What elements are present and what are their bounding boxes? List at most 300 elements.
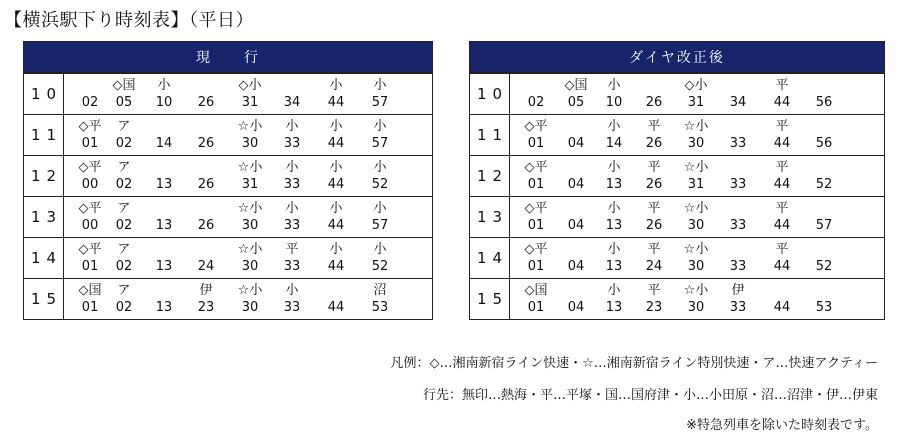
departure-minute: 05 bbox=[567, 95, 585, 110]
departure-minute: 24 bbox=[645, 259, 663, 274]
train-entry bbox=[104, 159, 144, 193]
train-entry bbox=[676, 159, 716, 193]
departure-minute: 01 bbox=[81, 259, 99, 274]
page-title: 【横浜駅下り時刻表】（平日） bbox=[4, 10, 254, 31]
legend-train-types: 凡例：◇…湘南新宿ライン快速・☆…湘南新宿ライン特別快速・ア…快速アクティー bbox=[390, 356, 878, 371]
timetable-row bbox=[24, 73, 432, 114]
hour-label: 10 bbox=[470, 74, 510, 114]
train-mark: 平 bbox=[647, 160, 661, 175]
train-mark: ◇国 bbox=[112, 78, 136, 93]
departure-minute: 13 bbox=[155, 259, 173, 274]
departure-minute: 02 bbox=[115, 177, 133, 192]
train-mark: 小 bbox=[329, 78, 343, 93]
departure-minute: 04 bbox=[567, 177, 585, 192]
train-mark: 小 bbox=[607, 242, 621, 257]
train-entry bbox=[144, 118, 184, 152]
train-mark: 沼 bbox=[373, 283, 387, 298]
train-entry bbox=[516, 159, 556, 193]
train-entry bbox=[762, 282, 802, 316]
departure-minute: 33 bbox=[283, 136, 301, 151]
train-mark: ア bbox=[117, 242, 131, 257]
departure-minute: 02 bbox=[527, 95, 545, 110]
departure-minute: 31 bbox=[241, 95, 259, 110]
train-entry bbox=[230, 241, 270, 275]
departure-minute: 02 bbox=[115, 300, 133, 315]
train-mark: 小 bbox=[607, 78, 621, 93]
train-mark: 平 bbox=[647, 201, 661, 216]
train-mark bbox=[556, 200, 596, 217]
train-entry bbox=[316, 241, 356, 275]
train-mark bbox=[556, 159, 596, 176]
departure-minute: 33 bbox=[729, 218, 747, 233]
train-entry bbox=[272, 200, 312, 234]
departure-minute: 26 bbox=[645, 136, 663, 151]
departure-minute: 44 bbox=[773, 259, 791, 274]
departure-minute: 33 bbox=[283, 177, 301, 192]
train-mark: 小 bbox=[607, 201, 621, 216]
departure-minute: 44 bbox=[773, 177, 791, 192]
train-mark: 伊 bbox=[731, 283, 745, 298]
train-mark bbox=[556, 241, 596, 258]
train-mark bbox=[718, 241, 758, 258]
departure-minute: 02 bbox=[115, 259, 133, 274]
train-entry bbox=[186, 282, 226, 316]
train-mark: 伊 bbox=[199, 283, 213, 298]
train-mark: 平 bbox=[775, 78, 789, 93]
train-entry bbox=[516, 282, 556, 316]
hour-label: 11 bbox=[24, 115, 64, 155]
train-entry bbox=[634, 118, 674, 152]
train-entry bbox=[718, 77, 758, 111]
train-mark: 小 bbox=[329, 160, 343, 175]
train-entry bbox=[804, 77, 844, 111]
departure-minute: 33 bbox=[283, 300, 301, 315]
train-mark bbox=[186, 118, 226, 135]
hour-label: 15 bbox=[470, 279, 510, 319]
train-entry bbox=[676, 118, 716, 152]
departure-minute: 13 bbox=[605, 218, 623, 233]
train-mark: 小 bbox=[607, 160, 621, 175]
train-entry bbox=[230, 118, 270, 152]
train-mark: 平 bbox=[647, 242, 661, 257]
train-entry bbox=[230, 200, 270, 234]
departure-minute: 26 bbox=[197, 177, 215, 192]
train-entry bbox=[634, 241, 674, 275]
train-entry bbox=[360, 200, 400, 234]
timetable-row bbox=[24, 278, 432, 319]
train-entry bbox=[186, 241, 226, 275]
train-entry bbox=[516, 200, 556, 234]
train-mark: ◇平 bbox=[524, 160, 548, 175]
departure-minute: 30 bbox=[687, 259, 705, 274]
departure-minute: 31 bbox=[687, 95, 705, 110]
train-entry bbox=[804, 159, 844, 193]
hour-label: 12 bbox=[24, 156, 64, 196]
train-entry bbox=[272, 241, 312, 275]
train-entry bbox=[272, 77, 312, 111]
train-mark bbox=[718, 77, 758, 94]
train-mark: 小 bbox=[285, 201, 299, 216]
train-entry bbox=[676, 200, 716, 234]
train-mark: 小 bbox=[607, 283, 621, 298]
train-entry bbox=[230, 159, 270, 193]
train-list bbox=[510, 115, 884, 155]
train-mark: 小 bbox=[285, 119, 299, 134]
train-entry bbox=[718, 200, 758, 234]
train-mark: 小 bbox=[285, 160, 299, 175]
departure-minute: 44 bbox=[327, 259, 345, 274]
departure-minute: 33 bbox=[283, 218, 301, 233]
departure-minute: 44 bbox=[327, 95, 345, 110]
departure-minute: 33 bbox=[729, 177, 747, 192]
departure-minute: 02 bbox=[81, 95, 99, 110]
departure-minute: 26 bbox=[645, 95, 663, 110]
train-mark: ☆小 bbox=[683, 242, 709, 257]
train-entry bbox=[634, 282, 674, 316]
train-entry bbox=[144, 200, 184, 234]
train-mark: ◇平 bbox=[78, 242, 102, 257]
timetable-row bbox=[24, 155, 432, 196]
departure-minute: 10 bbox=[605, 95, 623, 110]
train-mark bbox=[186, 241, 226, 258]
train-entry bbox=[144, 159, 184, 193]
train-entry bbox=[556, 200, 596, 234]
train-entry bbox=[144, 77, 184, 111]
departure-minute: 04 bbox=[567, 300, 585, 315]
departure-minute: 44 bbox=[327, 136, 345, 151]
train-entry bbox=[594, 159, 634, 193]
train-mark bbox=[556, 282, 596, 299]
departure-minute: 01 bbox=[527, 218, 545, 233]
train-list bbox=[510, 197, 884, 237]
departure-minute: 44 bbox=[773, 218, 791, 233]
train-mark bbox=[186, 159, 226, 176]
train-entry bbox=[272, 282, 312, 316]
departure-minute: 33 bbox=[729, 136, 747, 151]
train-mark bbox=[316, 282, 356, 299]
train-mark: ☆小 bbox=[683, 283, 709, 298]
train-entry bbox=[634, 159, 674, 193]
train-mark: 小 bbox=[607, 119, 621, 134]
hour-label: 14 bbox=[470, 238, 510, 278]
departure-minute: 53 bbox=[815, 300, 833, 315]
train-entry bbox=[556, 159, 596, 193]
departure-minute: 26 bbox=[197, 136, 215, 151]
train-mark: ◇国 bbox=[564, 78, 588, 93]
train-mark bbox=[718, 200, 758, 217]
timetable-row bbox=[470, 237, 884, 278]
train-entry bbox=[804, 282, 844, 316]
departure-minute: 44 bbox=[773, 136, 791, 151]
train-mark bbox=[634, 77, 674, 94]
departure-minute: 02 bbox=[115, 218, 133, 233]
train-entry bbox=[230, 282, 270, 316]
departure-minute: 57 bbox=[371, 218, 389, 233]
departure-minute: 05 bbox=[115, 95, 133, 110]
current-timetable-header: 現 行 bbox=[24, 42, 432, 73]
train-entry bbox=[762, 241, 802, 275]
train-entry bbox=[104, 77, 144, 111]
train-entry bbox=[556, 77, 596, 111]
departure-minute: 34 bbox=[283, 95, 301, 110]
train-entry bbox=[594, 77, 634, 111]
train-mark: ◇平 bbox=[524, 119, 548, 134]
train-entry bbox=[516, 118, 556, 152]
train-mark: 小 bbox=[285, 283, 299, 298]
departure-minute: 26 bbox=[197, 95, 215, 110]
train-entry bbox=[594, 200, 634, 234]
timetable-row bbox=[470, 196, 884, 237]
train-mark bbox=[804, 77, 844, 94]
train-mark: ☆小 bbox=[683, 160, 709, 175]
departure-minute: 26 bbox=[197, 218, 215, 233]
departure-minute: 24 bbox=[197, 259, 215, 274]
train-mark bbox=[186, 200, 226, 217]
train-mark: ◇平 bbox=[524, 201, 548, 216]
train-mark: ◇平 bbox=[78, 119, 102, 134]
departure-minute: 04 bbox=[567, 136, 585, 151]
departure-minute: 44 bbox=[327, 177, 345, 192]
train-list bbox=[64, 115, 432, 155]
train-entry bbox=[316, 282, 356, 316]
hour-label: 10 bbox=[24, 74, 64, 114]
train-mark: 平 bbox=[775, 242, 789, 257]
departure-minute: 01 bbox=[527, 177, 545, 192]
train-entry bbox=[804, 118, 844, 152]
train-mark: 小 bbox=[373, 119, 387, 134]
train-mark bbox=[804, 159, 844, 176]
train-mark: ◇平 bbox=[524, 242, 548, 257]
train-entry bbox=[230, 77, 270, 111]
train-entry bbox=[316, 118, 356, 152]
departure-minute: 52 bbox=[371, 259, 389, 274]
train-mark bbox=[516, 77, 556, 94]
departure-minute: 34 bbox=[729, 95, 747, 110]
train-mark bbox=[272, 77, 312, 94]
departure-minute: 33 bbox=[729, 259, 747, 274]
departure-minute: 44 bbox=[773, 95, 791, 110]
revised-timetable bbox=[469, 41, 885, 320]
train-mark bbox=[718, 118, 758, 135]
hour-label: 15 bbox=[24, 279, 64, 319]
train-mark bbox=[718, 159, 758, 176]
train-mark bbox=[186, 77, 226, 94]
train-mark: ◇国 bbox=[78, 283, 102, 298]
hour-label: 12 bbox=[470, 156, 510, 196]
train-entry bbox=[556, 282, 596, 316]
departure-minute: 01 bbox=[81, 300, 99, 315]
hour-label: 13 bbox=[24, 197, 64, 237]
train-entry bbox=[186, 159, 226, 193]
train-mark bbox=[144, 200, 184, 217]
train-mark: ☆小 bbox=[237, 119, 263, 134]
train-entry bbox=[718, 159, 758, 193]
train-entry bbox=[360, 282, 400, 316]
train-mark bbox=[144, 118, 184, 135]
train-mark: ◇小 bbox=[238, 78, 262, 93]
train-mark: 平 bbox=[775, 119, 789, 134]
timetable-row bbox=[470, 155, 884, 196]
train-entry bbox=[186, 200, 226, 234]
departure-minute: 01 bbox=[527, 300, 545, 315]
train-entry bbox=[516, 77, 556, 111]
train-mark bbox=[144, 282, 184, 299]
hour-label: 11 bbox=[470, 115, 510, 155]
train-entry bbox=[186, 118, 226, 152]
departure-minute: 30 bbox=[241, 218, 259, 233]
train-mark: ア bbox=[117, 283, 131, 298]
departure-minute: 04 bbox=[567, 259, 585, 274]
train-mark: 平 bbox=[647, 283, 661, 298]
departure-minute: 13 bbox=[155, 300, 173, 315]
train-mark: 小 bbox=[157, 78, 171, 93]
train-mark: 平 bbox=[775, 201, 789, 216]
train-mark: 小 bbox=[373, 242, 387, 257]
departure-minute: 14 bbox=[605, 136, 623, 151]
train-entry bbox=[104, 118, 144, 152]
train-entry bbox=[634, 200, 674, 234]
departure-minute: 31 bbox=[687, 177, 705, 192]
departure-minute: 13 bbox=[605, 259, 623, 274]
train-entry bbox=[676, 241, 716, 275]
departure-minute: 52 bbox=[815, 177, 833, 192]
legend-note: ※特急列車を除いた時刻表です。 bbox=[686, 418, 878, 433]
hour-label: 13 bbox=[470, 197, 510, 237]
departure-minute: 57 bbox=[815, 218, 833, 233]
train-entry bbox=[594, 282, 634, 316]
departure-minute: 33 bbox=[729, 300, 747, 315]
train-mark bbox=[762, 282, 802, 299]
train-mark: 小 bbox=[373, 160, 387, 175]
train-mark bbox=[144, 159, 184, 176]
train-mark: 小 bbox=[373, 201, 387, 216]
train-entry bbox=[762, 77, 802, 111]
departure-minute: 44 bbox=[773, 300, 791, 315]
train-mark bbox=[144, 241, 184, 258]
departure-minute: 56 bbox=[815, 95, 833, 110]
train-entry bbox=[272, 118, 312, 152]
train-mark: ☆小 bbox=[237, 201, 263, 216]
train-entry bbox=[634, 77, 674, 111]
hour-label: 14 bbox=[24, 238, 64, 278]
train-entry bbox=[104, 241, 144, 275]
timetable-row bbox=[24, 237, 432, 278]
train-entry bbox=[360, 241, 400, 275]
departure-minute: 30 bbox=[687, 136, 705, 151]
train-entry bbox=[360, 77, 400, 111]
train-entry bbox=[556, 241, 596, 275]
departure-minute: 00 bbox=[81, 177, 99, 192]
train-mark: ☆小 bbox=[683, 201, 709, 216]
train-mark: ◇平 bbox=[78, 160, 102, 175]
train-list bbox=[64, 238, 432, 278]
departure-minute: 30 bbox=[241, 136, 259, 151]
departure-minute: 01 bbox=[527, 136, 545, 151]
timetable-row bbox=[470, 278, 884, 319]
revised-timetable-header: ダイヤ改正後 bbox=[470, 42, 884, 73]
train-entry bbox=[556, 118, 596, 152]
train-list bbox=[64, 74, 432, 114]
train-entry bbox=[144, 282, 184, 316]
departure-minute: 30 bbox=[687, 300, 705, 315]
departure-minute: 33 bbox=[283, 259, 301, 274]
departure-minute: 30 bbox=[241, 259, 259, 274]
train-mark: ア bbox=[117, 201, 131, 216]
train-mark: ア bbox=[117, 119, 131, 134]
train-mark: ☆小 bbox=[237, 283, 263, 298]
train-entry bbox=[104, 200, 144, 234]
train-list bbox=[510, 74, 884, 114]
current-timetable bbox=[23, 41, 433, 320]
train-entry bbox=[360, 118, 400, 152]
train-mark: 小 bbox=[329, 201, 343, 216]
train-mark: 平 bbox=[285, 242, 299, 257]
departure-minute: 13 bbox=[155, 177, 173, 192]
train-mark: ア bbox=[117, 160, 131, 175]
train-mark: ◇国 bbox=[524, 283, 548, 298]
departure-minute: 23 bbox=[197, 300, 215, 315]
departure-minute: 31 bbox=[241, 177, 259, 192]
train-mark: 小 bbox=[373, 78, 387, 93]
train-mark: 小 bbox=[329, 242, 343, 257]
train-entry bbox=[516, 241, 556, 275]
train-mark bbox=[804, 282, 844, 299]
timetable-row bbox=[470, 114, 884, 155]
train-entry bbox=[804, 200, 844, 234]
departure-minute: 10 bbox=[155, 95, 173, 110]
train-mark: 小 bbox=[329, 119, 343, 134]
train-entry bbox=[676, 282, 716, 316]
train-entry bbox=[104, 282, 144, 316]
departure-minute: 14 bbox=[155, 136, 173, 151]
departure-minute: 52 bbox=[371, 177, 389, 192]
train-entry bbox=[316, 200, 356, 234]
train-entry bbox=[360, 159, 400, 193]
train-entry bbox=[186, 77, 226, 111]
departure-minute: 13 bbox=[155, 218, 173, 233]
departure-minute: 30 bbox=[241, 300, 259, 315]
train-mark: ☆小 bbox=[237, 160, 263, 175]
departure-minute: 57 bbox=[371, 95, 389, 110]
train-list bbox=[64, 197, 432, 237]
departure-minute: 53 bbox=[371, 300, 389, 315]
departure-minute: 00 bbox=[81, 218, 99, 233]
departure-minute: 13 bbox=[605, 300, 623, 315]
train-entry bbox=[316, 159, 356, 193]
departure-minute: 57 bbox=[371, 136, 389, 151]
legend-destinations: 行先：無印…熱海・平…平塚・国…国府津・小…小田原・沼…沼津・伊…伊東 bbox=[422, 388, 878, 403]
train-entry bbox=[762, 118, 802, 152]
departure-minute: 04 bbox=[567, 218, 585, 233]
train-list bbox=[64, 279, 432, 319]
train-mark bbox=[804, 200, 844, 217]
departure-minute: 26 bbox=[645, 177, 663, 192]
train-list bbox=[510, 279, 884, 319]
train-entry bbox=[594, 118, 634, 152]
train-entry bbox=[144, 241, 184, 275]
departure-minute: 56 bbox=[815, 136, 833, 151]
train-entry bbox=[804, 241, 844, 275]
timetable-row bbox=[470, 73, 884, 114]
departure-minute: 02 bbox=[115, 136, 133, 151]
train-list bbox=[64, 156, 432, 196]
train-list bbox=[510, 156, 884, 196]
train-mark: ☆小 bbox=[683, 119, 709, 134]
train-entry bbox=[762, 200, 802, 234]
departure-minute: 26 bbox=[645, 218, 663, 233]
train-mark: 平 bbox=[647, 119, 661, 134]
train-mark: ◇小 bbox=[684, 78, 708, 93]
